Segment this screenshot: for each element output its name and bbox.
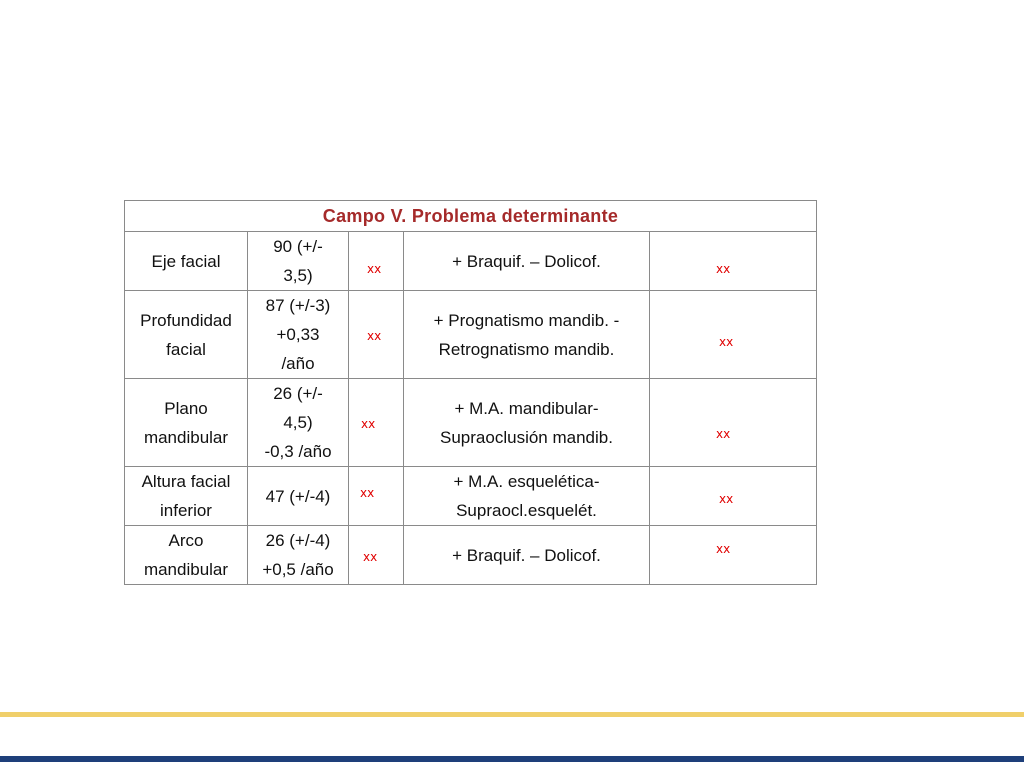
table-row: [125, 526, 816, 584]
result-cell: [650, 379, 818, 466]
measure-name: Eje facial: [151, 251, 221, 271]
table-row: [125, 232, 816, 291]
table-row: [125, 291, 816, 379]
annotation-mark: xx: [363, 550, 378, 564]
interpretation: + Braquif. – Dolicof.: [452, 545, 601, 565]
cephalometric-table: [124, 200, 817, 585]
norm-value-cell: [248, 467, 349, 525]
result-cell: [650, 526, 818, 584]
interpretation: + M.A. mandibular- Supraoclusión mandib.: [440, 398, 613, 447]
interpretation-cell: [404, 291, 650, 378]
interpretation: + Prognatismo mandib. - Retrognatismo mandib.: [433, 310, 620, 359]
footer-blue-band: [0, 756, 1024, 762]
result-cell: [650, 467, 818, 525]
norm-value-cell: [248, 291, 349, 378]
measure-name-cell: [125, 467, 248, 525]
measure-name-cell: [125, 291, 248, 378]
table-title: Campo V. Problema determinante: [125, 201, 816, 232]
annotation-mark: xx: [361, 417, 376, 431]
norm-value-cell: [248, 379, 349, 466]
measure-name: Altura facial inferior: [141, 472, 231, 520]
measure-name: Plano mandibular: [143, 398, 229, 447]
annotation-mark: xx: [716, 262, 731, 276]
norm-value: 90 (+/- 3,5): [273, 237, 323, 285]
measure-name-cell: [125, 232, 248, 290]
measure-name: Arco mandibular: [143, 531, 229, 579]
norm-value-cell: [248, 526, 349, 584]
interpretation-cell: [404, 232, 650, 290]
interpretation-cell: [404, 379, 650, 466]
result-cell: [650, 291, 818, 378]
interpretation: + M.A. esquelética- Supraocl.esquelét.: [453, 472, 600, 520]
annotation-mark: xx: [360, 486, 375, 500]
patient-value-cell: [349, 232, 404, 290]
measure-name: Profundidad facial: [140, 310, 232, 359]
footer-yellow-band: [0, 712, 1024, 717]
interpretation: + Braquif. – Dolicof.: [452, 251, 601, 271]
norm-value: 26 (+/-4) +0,5 /año: [262, 531, 334, 579]
annotation-mark: xx: [716, 542, 731, 556]
interpretation-cell: [404, 526, 650, 584]
interpretation-cell: [404, 467, 650, 525]
patient-value-cell: [349, 379, 404, 466]
annotation-mark: xx: [367, 329, 382, 343]
annotation-mark: xx: [367, 262, 382, 276]
measure-name-cell: [125, 379, 248, 466]
norm-value: 26 (+/- 4,5) -0,3 /año: [264, 384, 332, 461]
result-cell: [650, 232, 818, 290]
norm-value: 87 (+/-3) +0,33 /año: [265, 296, 331, 373]
annotation-mark: xx: [719, 492, 734, 506]
table-row: [125, 467, 816, 526]
annotation-mark: xx: [716, 427, 731, 441]
table-row: [125, 379, 816, 467]
norm-value-cell: [248, 232, 349, 290]
norm-value: 47 (+/-4): [265, 486, 331, 506]
patient-value-cell: [349, 467, 404, 525]
measure-name-cell: [125, 526, 248, 584]
annotation-mark: xx: [719, 335, 734, 349]
